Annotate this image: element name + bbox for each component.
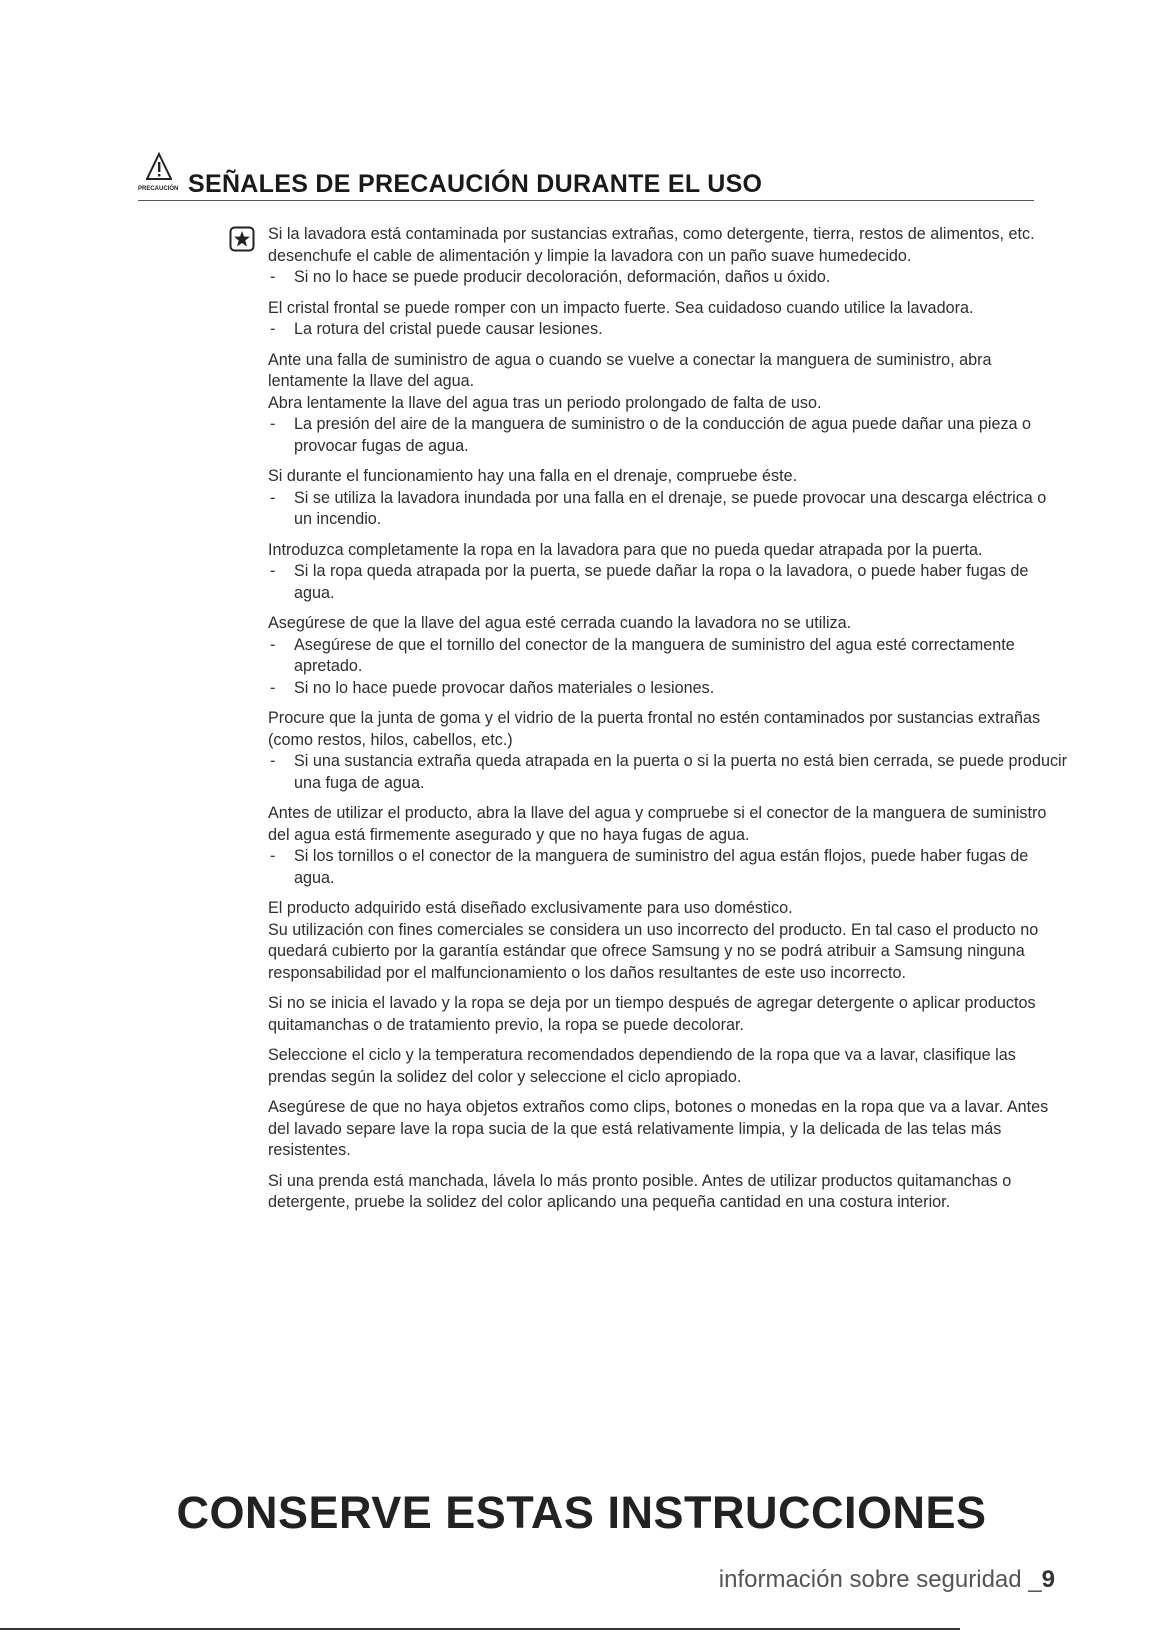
- caution-label: PRECAUCIÓN: [138, 186, 179, 192]
- paragraph-subitem: - Si no lo hace puede provocar daños materiales o lesiones.: [268, 678, 1068, 700]
- paragraph-text: Si una prenda está manchada, lávela lo más pronto posible. Antes de utilizar productos quitamanchas o detergente, pruebe la solidez del color aplicando una pequeña cantidad en una costura interior.: [268, 1171, 1012, 1211]
- paragraph-subitem: - Asegúrese de que el tornillo del conector de la manguera de suministro del agua esté correctamente apretado.: [268, 635, 1068, 678]
- paragraph-text: Procure que la junta de goma y el vidrio de la puerta frontal no estén contaminados por sustancias extrañas (como restos, hilos, cabellos, etc.): [268, 709, 1041, 749]
- paragraph-subitem: - Si no lo hace se puede producir decoloración, deformación, daños u óxido.: [268, 267, 1068, 289]
- paragraph-subitem: - Si se utiliza la lavadora inundada por una falla en el drenaje, se puede provocar una descarga eléctrica o un incendio.: [268, 488, 1068, 531]
- caution-paragraph: [268, 613, 1068, 699]
- paragraph-subitem: - Si los tornillos o el conector de la manguera de suministro del agua están flojos, puede haber fugas de agua.: [268, 846, 1068, 889]
- bottom-rule: [0, 1628, 960, 1630]
- caution-paragraph: [268, 540, 1068, 605]
- section-title: SEÑALES DE PRECAUCIÓN DURANTE EL USO: [188, 170, 763, 198]
- hands-star-icon: [229, 226, 257, 254]
- page-footer: [719, 1566, 1055, 1594]
- footer-title: CONSERVE ESTAS INSTRUCCIONES: [176, 1487, 987, 1538]
- caution-paragraph: [268, 224, 1068, 289]
- paragraph-text: Asegúrese de que no haya objetos extraños como clips, botones o monedas en la ropa que va a lavar. Antes del lavado separe lave la ropa sucia de la que está relativamente limpia, y la delicada de las telas más resistentes.: [268, 1098, 1049, 1159]
- caution-paragraph: [268, 803, 1068, 889]
- paragraph-text: Si la lavadora está contaminada por sustancias extrañas, como detergente, tierra, restos de alimentos, etc. desenchufe el cable de alimentación y limpie la lavadora con un paño suave humedecido.: [268, 225, 1035, 265]
- paragraph-subitem: - La presión del aire de la manguera de suministro o de la conducción de agua puede dañar una pieza o provocar fugas de agua.: [268, 414, 1068, 457]
- page-number: 9: [1041, 1566, 1055, 1593]
- paragraph-text: Seleccione el ciclo y la temperatura recomendados dependiendo de la ropa que va a lavar, clasifique las prendas según la solidez del color y seleccione el ciclo apropiado.: [268, 1046, 1016, 1086]
- caution-paragraph: [268, 898, 1068, 984]
- paragraph-subitem: - Si la ropa queda atrapada por la puerta, se puede dañar la ropa o la lavadora, o puede haber fugas de agua.: [268, 561, 1068, 604]
- paragraph-text: Asegúrese de que la llave del agua esté cerrada cuando la lavadora no se utiliza.: [268, 614, 852, 632]
- paragraph-subitem: - Si una sustancia extraña queda atrapada en la puerta o si la puerta no está bien cerrada, se puede producir una fuga de agua.: [268, 751, 1068, 794]
- caution-paragraph: [268, 1045, 1068, 1088]
- paragraph-text: Abra lentamente la llave del agua tras un periodo prolongado de falta de uso.: [268, 393, 822, 412]
- caution-list: [268, 224, 1068, 1223]
- caution-paragraph: [268, 466, 1068, 531]
- caution-paragraph: [268, 993, 1068, 1036]
- caution-paragraph: [268, 708, 1068, 794]
- caution-paragraph: [268, 298, 1068, 341]
- paragraph-text: Si durante el funcionamiento hay una falla en el drenaje, compruebe éste.: [268, 467, 798, 485]
- paragraph-text: El producto adquirido está diseñado exclusivamente para uso doméstico.: [268, 899, 793, 917]
- footer-section-label: información sobre seguridad _: [718, 1566, 1042, 1593]
- section-header: [138, 150, 1034, 201]
- paragraph-text: Ante una falla de suministro de agua o cuando se vuelve a conectar la manguera de suministro, abra lentamente la llave del agua.: [268, 350, 992, 390]
- paragraph-text: Introduzca completamente la ropa en la lavadora para que no pueda quedar atrapada por la puerta.: [268, 540, 983, 559]
- paragraph-subitem: - La rotura del cristal puede causar lesiones.: [268, 319, 1068, 341]
- warning-triangle-icon: [146, 152, 172, 182]
- paragraph-text: Su utilización con fines comerciales se considera un uso incorrecto del producto. En tal caso el producto no quedará cubierto por la garantía estándar que ofrece Samsung y no se podrá atribuir a Samsung ninguna responsabilidad por el malfuncionamiento o los daños resultantes de este uso incorrecto.: [268, 920, 1039, 982]
- caution-paragraph: [268, 1097, 1068, 1162]
- paragraph-text: Si no se inicia el lavado y la ropa se deja por un tiempo después de agregar detergente o aplicar productos quitamanchas o de tratamiento previo, la ropa se puede decolorar.: [268, 994, 1036, 1034]
- paragraph-text: Antes de utilizar el producto, abra la llave del agua y compruebe si el conector de la manguera de suministro del agua está firmemente asegurado y que no haya fugas de agua.: [268, 804, 1047, 844]
- caution-icon: [138, 150, 182, 198]
- paragraph-text: El cristal frontal se puede romper con un impacto fuerte. Sea cuidadoso cuando utilice la lavadora.: [268, 298, 974, 317]
- caution-paragraph: [268, 1171, 1068, 1214]
- caution-paragraph: [268, 350, 1068, 458]
